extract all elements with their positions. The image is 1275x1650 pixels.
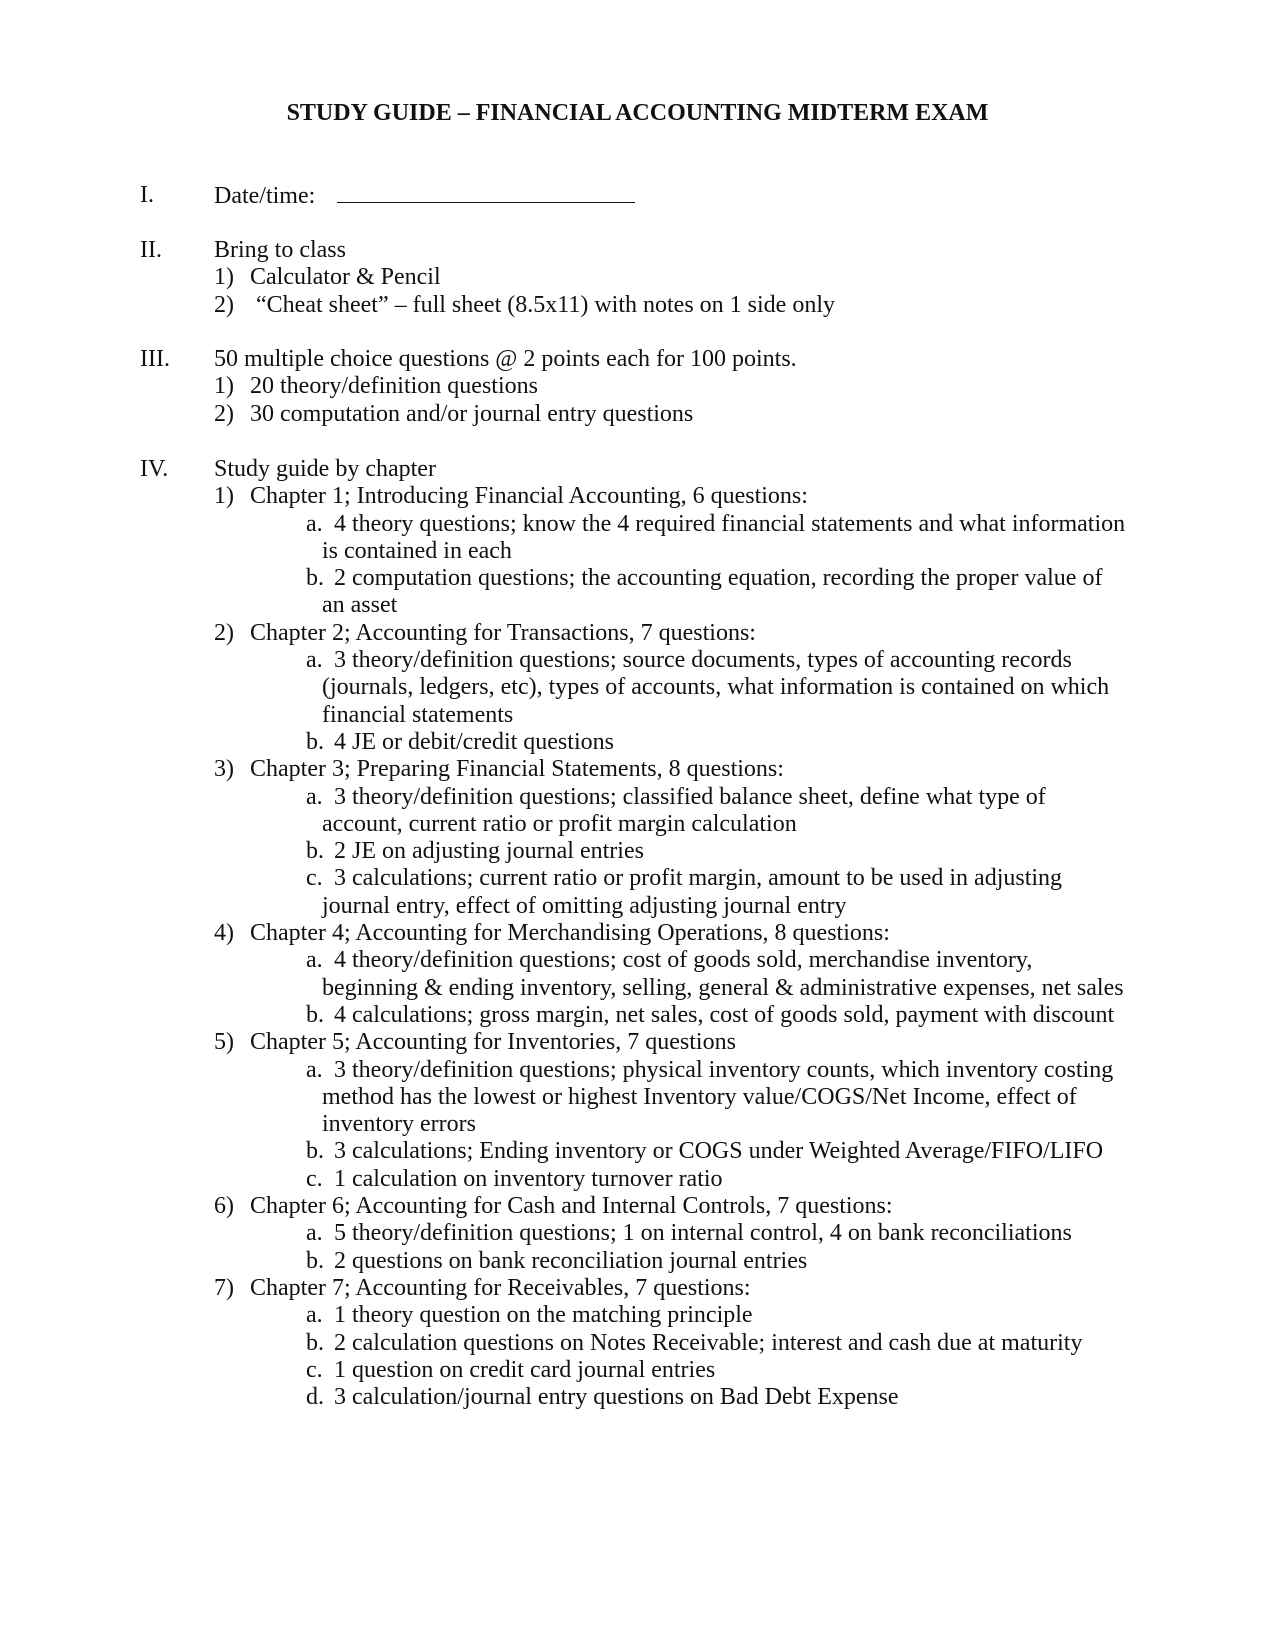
sub-item-continuation: (journals, ledgers, etc), types of accounts, what information is contained on which	[322, 674, 1110, 701]
sub-item: d. 3 calculation/journal entry questions on Bad Debt Expense	[306, 1384, 899, 1411]
date-time-blank	[337, 182, 635, 203]
section-heading: Date/time:	[214, 183, 316, 209]
sub-item: b. 2 computation questions; the accounting equation, recording the proper value of	[306, 565, 1103, 592]
section-numeral: II.	[140, 237, 162, 263]
chapter-item: 2) Chapter 2; Accounting for Transactions, 7 questions:	[214, 619, 756, 646]
sub-item-continuation: journal entry, effect of omitting adjusting journal entry	[322, 892, 847, 919]
sub-item-continuation: method has the lowest or highest Inventory value/COGS/Net Income, effect of	[322, 1083, 1077, 1110]
sub-item: a. 3 theory/definition questions; classified balance sheet, define what type of	[306, 783, 1046, 810]
sub-item-continuation: inventory errors	[322, 1111, 476, 1138]
sub-item: b. 2 calculation questions on Notes Receivable; interest and cash due at maturity	[306, 1329, 1083, 1356]
list-item: 2) “Cheat sheet” – full sheet (8.5x11) with notes on 1 side only	[214, 291, 835, 318]
section-heading: 50 multiple choice questions @ 2 points each for 100 points.	[214, 346, 797, 372]
sub-item: a. 5 theory/definition questions; 1 on internal control, 4 on bank reconciliations	[306, 1220, 1072, 1247]
chapter-item: 1) Chapter 1; Introducing Financial Accounting, 6 questions:	[214, 483, 808, 510]
sub-item-continuation: is contained in each	[322, 537, 512, 564]
chapter-item: 5) Chapter 5; Accounting for Inventories, 7 questions	[214, 1029, 736, 1056]
sub-item-continuation: account, current ratio or profit margin calculation	[322, 810, 797, 837]
chapter-item: 4) Chapter 4; Accounting for Merchandising Operations, 8 questions:	[214, 920, 890, 947]
sub-item: a. 3 theory/definition questions; source documents, types of accounting records	[306, 647, 1072, 674]
section-heading: Bring to class	[214, 237, 346, 263]
sub-item: b. 4 JE or debit/credit questions	[306, 728, 614, 755]
section-numeral: I.	[140, 182, 154, 208]
sub-item-continuation: an asset	[322, 592, 398, 619]
section-heading: Study guide by chapter	[214, 456, 436, 482]
sub-item: b. 4 calculations; gross margin, net sales, cost of goods sold, payment with discount	[306, 1001, 1115, 1028]
chapter-item: 3) Chapter 3; Preparing Financial Statements, 8 questions:	[214, 756, 784, 783]
chapter-item: 6) Chapter 6; Accounting for Cash and Internal Controls, 7 questions:	[214, 1193, 893, 1220]
sub-item-continuation: beginning & ending inventory, selling, general & administrative expenses, net sales	[322, 974, 1124, 1001]
list-item: 1) 20 theory/definition questions	[214, 373, 538, 400]
sub-item: a. 4 theory questions; know the 4 required financial statements and what information	[306, 510, 1126, 537]
sub-item: a. 3 theory/definition questions; physical inventory counts, which inventory costing	[306, 1056, 1114, 1083]
sub-item: b. 2 questions on bank reconciliation journal entries	[306, 1247, 808, 1274]
sub-item-continuation: financial statements	[322, 701, 514, 728]
sub-item: b. 2 JE on adjusting journal entries	[306, 838, 644, 865]
list-item: 1) Calculator & Pencil	[214, 264, 441, 291]
list-item: 2) 30 computation and/or journal entry questions	[214, 400, 694, 427]
section-numeral: IV.	[140, 456, 169, 482]
sub-item: c. 1 question on credit card journal entries	[306, 1356, 716, 1383]
chapter-item: 7) Chapter 7; Accounting for Receivables, 7 questions:	[214, 1274, 751, 1301]
sub-item: b. 3 calculations; Ending inventory or COGS under Weighted Average/FIFO/LIFO	[306, 1138, 1104, 1165]
page-title: STUDY GUIDE – FINANCIAL ACCOUNTING MIDTERM EXAM	[286, 100, 989, 126]
sub-item: c. 3 calculations; current ratio or profit margin, amount to be used in adjusting	[306, 865, 1063, 892]
sub-item: a. 4 theory/definition questions; cost of goods sold, merchandise inventory,	[306, 947, 1033, 974]
sub-item: c. 1 calculation on inventory turnover ratio	[306, 1165, 723, 1192]
sub-item: a. 1 theory question on the matching principle	[306, 1302, 753, 1329]
section-numeral: III.	[140, 346, 170, 372]
